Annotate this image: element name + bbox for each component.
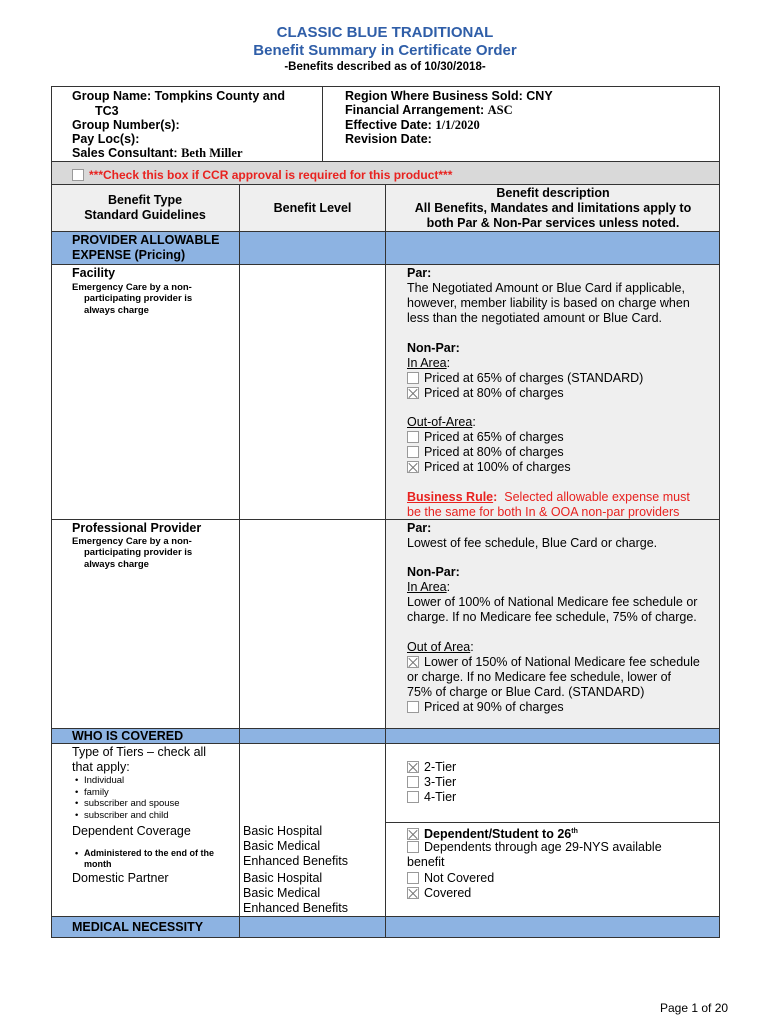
facility-in-opt1-checkbox[interactable] — [407, 372, 419, 384]
facility-out-opt2: Priced at 80% of charges — [424, 445, 564, 459]
dependent-label: Dependent Coverage — [72, 824, 191, 838]
professional-out-2: or charge. If no Medicare fee schedule, lower of — [407, 670, 672, 684]
tier-2-row — [407, 760, 456, 775]
dependent-opt1-sup: th — [571, 828, 578, 835]
dependent-level-2: Basic Medical — [243, 839, 321, 853]
ccr-checkbox[interactable] — [72, 169, 84, 181]
sales-consultant-value: Beth Miller — [181, 146, 243, 160]
tier-4-row — [407, 790, 456, 805]
business-rule-row: Business Rule: Selected allowable expense must — [407, 490, 690, 504]
professional-par-1: Lowest of fee schedule, Blue Card or charge. — [407, 536, 658, 550]
region-label: Region Where Business Sold: CNY — [345, 89, 553, 103]
page-number: Page 1 of 20 — [660, 1001, 729, 1015]
facility-par-label: Par: — [407, 266, 432, 280]
header-desc-line3: both Par & Non-Par services unless noted. — [426, 216, 680, 230]
tier-item-subscriber-spouse: • subscriber and spouse — [84, 798, 180, 810]
domestic-level-1: Basic Hospital — [243, 871, 323, 885]
tiers-list — [72, 775, 180, 821]
facility-out-opt2-row — [407, 445, 564, 460]
professional-label: Professional Provider — [72, 521, 202, 535]
facility-par-3: less than the negotiated amount or Blue Card. — [407, 311, 663, 325]
tier-2-label: 2-Tier — [424, 760, 457, 774]
tiers-label-1: Type of Tiers – check all — [72, 745, 207, 759]
tiers-divider — [386, 822, 720, 823]
ccr-notice-row — [72, 168, 452, 183]
facility-in-opt2-row — [407, 386, 564, 401]
facility-in-opt1: Priced at 65% of charges (STANDARD) — [424, 371, 644, 385]
professional-out-4: Priced at 90% of charges — [424, 700, 564, 714]
facility-par-2: however, member liability is based on charge when — [407, 296, 690, 310]
tier-item-subscriber-child: • subscriber and child — [84, 810, 180, 822]
tier-item-individual: • Individual — [84, 775, 180, 787]
tier-4-checkbox[interactable] — [407, 791, 419, 803]
tier-3-row — [407, 775, 456, 790]
header-benefit-description: Benefit description — [496, 186, 610, 200]
professional-out-3: 75% of charge or Blue Card. (STANDARD) — [407, 685, 645, 699]
section-medical-necessity-label: MEDICAL NECESSITY — [72, 920, 204, 934]
professional-note-1: Emergency Care by a non- — [72, 536, 192, 547]
professional-out-1-row — [407, 655, 700, 670]
domestic-level-2: Basic Medical — [243, 886, 321, 900]
dependent-level-1: Basic Hospital — [243, 824, 323, 838]
table-col-line-2 — [385, 185, 386, 938]
domestic-opt2-row — [407, 886, 471, 901]
professional-in-1: Lower of 100% of National Medicare fee schedule or — [407, 595, 698, 609]
table-right-border — [719, 185, 720, 938]
revision-label: Revision Date: — [345, 132, 432, 146]
professional-in-area-label: In Area — [407, 580, 447, 594]
facility-out-area-label: Out-of-Area — [407, 415, 473, 429]
effective-label: Effective Date: — [345, 118, 432, 132]
domestic-not-covered-checkbox[interactable] — [407, 872, 419, 884]
header-desc-line2: All Benefits, Mandates and limitations apply to — [414, 201, 692, 215]
facility-out-opt2-checkbox[interactable] — [407, 446, 419, 458]
section-who-is-covered-label: WHO IS COVERED — [72, 729, 184, 743]
facility-note-2: participating provider is — [84, 293, 193, 304]
dependent-note-2: month — [84, 859, 112, 869]
facility-out-opt1-row — [407, 430, 564, 445]
document-title: CLASSIC BLUE TRADITIONAL — [276, 24, 494, 41]
facility-out-opt1-checkbox[interactable] — [407, 431, 419, 443]
domestic-level-3: Enhanced Benefits — [243, 901, 348, 915]
domestic-covered-checkbox[interactable] — [407, 887, 419, 899]
facility-note-3: always charge — [84, 305, 149, 316]
dependent-opt2-row — [407, 840, 662, 855]
dependent-opt2-2: benefit — [407, 855, 445, 869]
facility-in-opt1-row — [407, 371, 643, 386]
business-rule-2: be the same for both In & OOA non-par providers — [407, 505, 680, 519]
header-benefit-level: Benefit Level — [273, 201, 352, 215]
business-rule-label: Business Rule — [407, 490, 494, 504]
facility-par-1: The Negotiated Amount or Blue Card if applicable, — [407, 281, 685, 295]
sales-consultant-label: Sales Consultant: — [72, 146, 178, 160]
header-standard-guidelines: Standard Guidelines — [84, 208, 206, 222]
as-of-date: -Benefits described as of 10/30/2018- — [284, 61, 486, 73]
dependent-note-1: • Administered to the end of the — [84, 848, 214, 860]
facility-out-opt3: Priced at 100% of charges — [424, 460, 571, 474]
facility-out-area: Out-of-Area: — [407, 415, 476, 429]
professional-nonpar-label: Non-Par: — [407, 565, 460, 579]
group-name-cont: TC3 — [95, 104, 119, 118]
professional-in-area: In Area: — [407, 580, 451, 594]
professional-note-3: always charge — [84, 559, 149, 570]
professional-par-label: Par: — [407, 521, 432, 535]
tier-3-label: 3-Tier — [424, 775, 457, 789]
effective-date — [345, 118, 480, 133]
facility-in-opt2-checkbox[interactable] — [407, 387, 419, 399]
professional-out-area: Out of Area: — [407, 640, 474, 654]
dependent-level-3: Enhanced Benefits — [243, 854, 348, 868]
sales-consultant — [72, 146, 243, 161]
ccr-notice: ***Check this box if CCR approval is required for this product*** — [89, 168, 453, 182]
facility-in-opt2: Priced at 80% of charges — [424, 386, 564, 400]
tier-4-label: 4-Tier — [424, 790, 457, 804]
financial-label: Financial Arrangement: — [345, 103, 485, 117]
document-subtitle: Benefit Summary in Certificate Order — [253, 42, 517, 59]
tier-item-family: • family — [84, 787, 180, 799]
section-provider-allowable-2: EXPENSE (Pricing) — [72, 248, 186, 262]
domestic-opt2: Covered — [424, 886, 472, 900]
professional-out-area-label: Out of Area — [407, 640, 471, 654]
facility-in-area-label: In Area — [407, 356, 447, 370]
facility-out-opt3-row — [407, 460, 571, 475]
header-benefit-type: Benefit Type — [107, 193, 183, 207]
dependent-opt2-1: Dependents through age 29-NYS available — [424, 840, 662, 854]
domestic-label: Domestic Partner — [72, 871, 169, 885]
group-numbers-label: Group Number(s): — [72, 118, 180, 132]
facility-out-opt1: Priced at 65% of charges — [424, 430, 564, 444]
group-info-divider — [322, 86, 323, 162]
professional-out-4-checkbox[interactable] — [407, 701, 419, 713]
professional-out-4-row — [407, 700, 564, 715]
tier-3-checkbox[interactable] — [407, 776, 419, 788]
professional-in-2: charge. If no Medicare fee schedule, 75% of charge. — [407, 610, 697, 624]
tier-2-checkbox[interactable] — [407, 761, 419, 773]
dependent-opt1: Dependent/Student to 26 — [424, 827, 572, 842]
effective-value: 1/1/2020 — [435, 118, 480, 132]
facility-note-1: Emergency Care by a non- — [72, 282, 192, 293]
business-rule-1: Selected allowable expense must — [504, 490, 690, 504]
facility-label: Facility — [72, 266, 116, 280]
tiers-label-2: that apply: — [72, 760, 130, 774]
professional-out-1: Lower of 150% of National Medicare fee schedule — [424, 655, 700, 669]
professional-note-2: participating provider is — [84, 547, 193, 558]
facility-nonpar-label: Non-Par: — [407, 341, 460, 355]
group-name-label: Group Name: Tompkins County and — [72, 89, 285, 103]
professional-out-1-checkbox[interactable] — [407, 656, 419, 668]
facility-out-opt3-checkbox[interactable] — [407, 461, 419, 473]
financial-arrangement — [345, 103, 513, 118]
pay-locs-label: Pay Loc(s): — [72, 132, 140, 146]
table-left-border — [51, 185, 52, 938]
dependent-opt1-checkbox[interactable] — [407, 828, 419, 840]
dependent-opt2-checkbox[interactable] — [407, 841, 419, 853]
dependent-notes — [72, 848, 214, 860]
financial-value: ASC — [487, 103, 513, 117]
table-col-line-1 — [239, 185, 240, 938]
domestic-opt1: Not Covered — [424, 871, 495, 885]
facility-in-area: In Area: — [407, 356, 451, 370]
section-provider-allowable-1: PROVIDER ALLOWABLE — [72, 233, 220, 247]
domestic-opt1-row — [407, 871, 494, 886]
